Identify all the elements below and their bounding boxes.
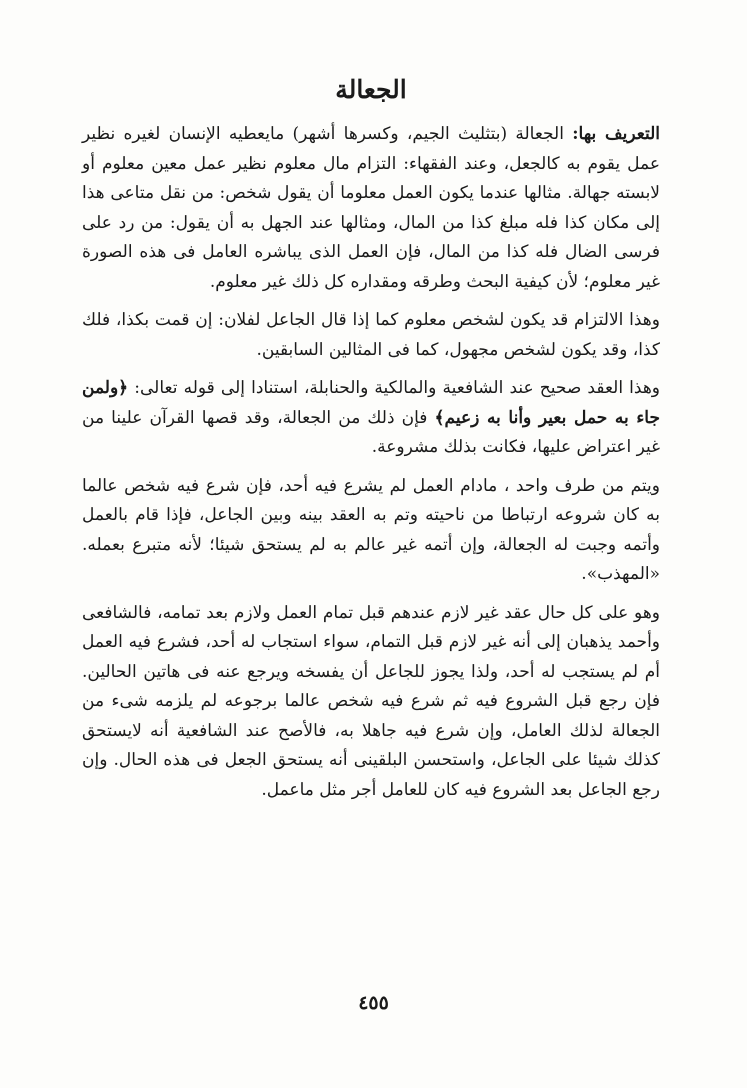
obligation-text: وهذا الالتزام قد يكون لشخص معلوم كما إذا قال الجاعل لفلان: إن قمت بكذا، فلك كذا، وقد يكون لشخص مجهول، كما فى المثالين السابقين.: [82, 310, 660, 360]
paragraph-obligation: [82, 306, 660, 365]
paragraph-non-binding: [82, 599, 660, 806]
definition-lead: التعريف بها:: [572, 124, 661, 144]
legitimacy-text-after: فإن ذلك من الجعالة، وقد قصها القرآن علينا من غير اعتراض عليها، فكانت بذلك مشروعة.: [82, 407, 660, 457]
page-number: ٤٥٥: [358, 992, 389, 1014]
one-sided-text: ويتم من طرف واحد ، مادام العمل لم يشرع فيه أحد، فإن شرع فيه شخص عالما به كان شروعه ارتباطا من ناحيته وتم به العقد بينه وبين الجاعل، فإذا قام بالعمل وأتمه وجبت له الجعالة، وإن أتمه غير عالم به لم يستحق شيئا؛ لأنه متبرع بعمله. «المهذب».: [82, 475, 660, 584]
page-title: الجعالة: [335, 75, 407, 104]
definition-text: الجعالة (بتثليث الجيم، وكسرها أشهر) مايعطيه الإنسان لغيره نظير عمل يقوم به كالجعل، وعند الفقهاء: التزام مال معلوم نظير عمل معين معلوم أو لابسته جهالة. مثالها عندما يكون العمل معلوما أن يقول شخص: من نقل متاعى هذا إلى مكان كذا فله مبلغ كذا من المال، ومثالها عند الجهل به أن يقول: من رد على فرسى الضال فله كذا من المال، فإن العمل الذى يباشره العامل فى هذه الصورة غير معلوم؛ لأن كيفية البحث وطرقه ومقداره كل ذلك غير معلوم.: [82, 124, 660, 292]
legitimacy-text-before: وهذا العقد صحيح عند الشافعية والمالكية والحنابلة، استنادا إلى قوله تعالى:: [128, 378, 660, 398]
document-page: [82, 70, 660, 814]
paragraph-legitimacy: [82, 374, 660, 463]
paragraph-one-sided: [82, 472, 660, 590]
quran-quote: ﴿ولمن جاء به حمل بعير وأنا به زعيم﴾: [82, 378, 660, 428]
paragraph-definition: [82, 120, 660, 297]
non-binding-text: وهو على كل حال عقد غير لازم عندهم قبل تمام العمل ولازم بعد تمامه، فالشافعى وأحمد يذهبان إلى أنه غير لازم قبل التمام، سواء استجاب له أحد، فشرع فيه العمل أم لم يستجب له أحد، ولذا يجوز للجاعل أن يفسخه ويرجع عنه فى هاتين الحالين. فإن رجع قبل الشروع فيه ثم شرع فيه شخص عالما برجوعه لم يلزمه شىء من الجعالة لذلك العامل، وإن شرع فيه جاهلا به، فالأصح عند الشافعية أنه لايستحق كذلك شيئا على الجاعل، واستحسن البلقينى أنه يستحق الجعل فى هذه الحال. وإن رجع الجاعل بعد الشروع فيه كان للعامل أجر مثل ماعمل.: [82, 602, 660, 800]
